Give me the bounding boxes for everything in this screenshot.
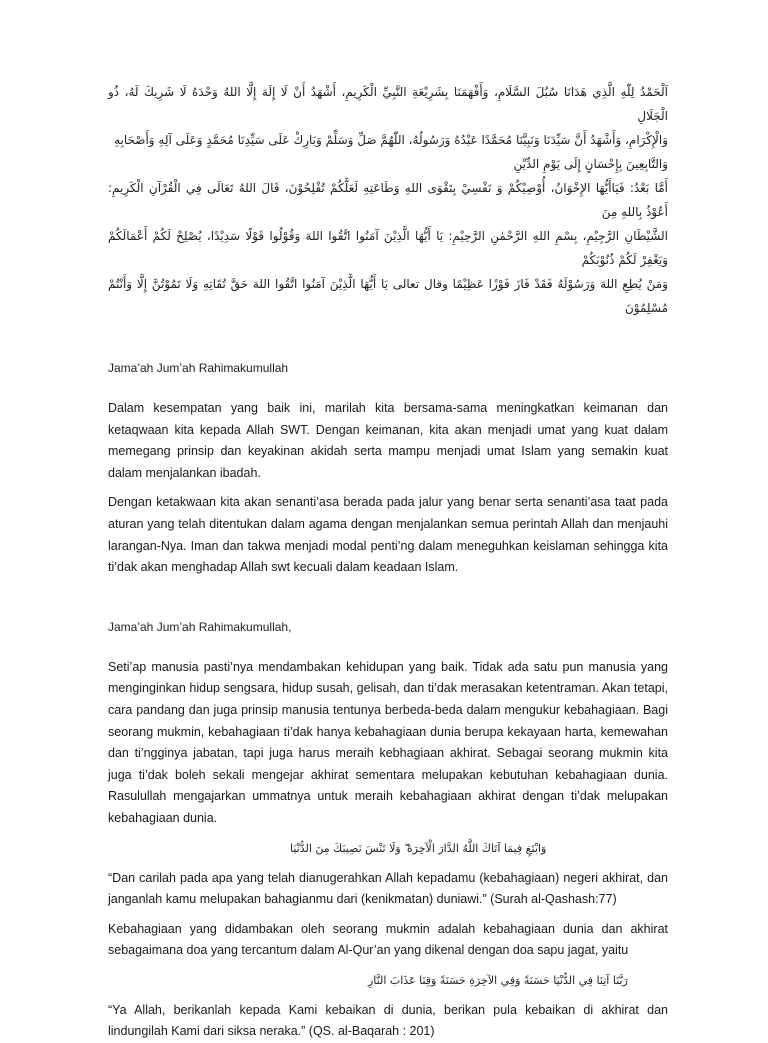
arabic-verse: وَابْتَغِ فِيمَا آتَاكَ اللَّهُ الدَّارَ الْآخِرَةَ ۖ وَلَا تَنْسَ نَصِيبَكَ مِنَ الدُّنْيَا [290, 841, 547, 855]
translation-quote: “Dan carilah pada apa yang telah dianugerahkan Allah kepadamu (kebahagiaan) negeri akhirat, dan janganlah kamu melupakan bahagianmu dari (kenikmatan) duniawi.” (Surah al-Qashash:77) [108, 870, 668, 907]
paragraph: Dalam kesempatan yang baik ini, marilah kita bersama-sama meningkatkan keimanan dan ketaqwaan kita kepada Allah SWT. Dengan keimanan, kita akan menjadi umat yang kuat dalam memegang prinsip dan keyakinan akidah serta mampu menjadi umat Islam yang semakin kuat dalam menjalankan ibadah. [108, 401, 668, 480]
arabic-line: أَمَّا بَعْدُ: فَيَاأَيُّهَا الإِخْوَانُ، أُوْصِيْكُمْ وَ نَفْسِيْ بِتَقْوَى اللهِ وَطَاعَتِهِ لَعَلَّكُمْ تُفْلِحُوْنَ، قَالَ اللهُ تَعَالَى فِي الْقُرْآنِ الْكَرِيمِ: أَعُوْذُ بِاللهِ مِنَ [108, 181, 668, 219]
arabic-line: وَمَنْ يُطِعِ اللهَ وَرَسُوْلَهُ فَقَدْ فَازَ فَوْزًا عَظِيْمًا وقال تعالى يَا أَيُّهَا الَّذِيْنَ آمَنُوا اتَّقُوا اللهَ حَقَّ تُقَاتِهِ وَلَا تَمُوْتُنَّ إِلَّا وَأَنْتُمْ مُسْلِمُوْنَ [108, 277, 668, 315]
section-heading: Jama’ah Jum’ah Rahimakumullah [108, 361, 289, 375]
arabic-opening [108, 80, 668, 320]
paragraph: Seti’ap manusia pasti’nya mendambakan kehidupan yang baik. Tidak ada satu pun manusia yang menginginkan hidup sengsara, hidup susah, gelisah, dan ti’dak merasakan ketentraman. Akan tetapi, cara pandang dan juga prinsip manusia tentunya berbeda-beda dalam mengukur kebahagiaan. Bagi seorang mukmin, kebahagiaan ti’dak hanya kebahagiaan dunia berupa kekayaan harta, kemewahan dan ti’ngginya jabatan, tapi juga harus meraih kebhagiaan akhirat. Sebagai seorang mukmin kita juga ti’dak boleh sekali mengejar akhirat sementara melupakan kebutuhan kebahagiaan dunia. Rasulullah mengajarkan ummatnya untuk meraih kebahagiaan akhirat dengan ti’dak melupakan kebahagiaan dunia. [108, 659, 668, 825]
arabic-line: وَالْإِكْرَامِ، وَأَشْهَدُ أَنَّ سَيِّدَنَا وَنَبِيَّنَا مُحَمَّدًا عَبْدُهُ وَرَسُولُهُ، اللّٰهُمَّ صَلِّ وَسَلِّمْ وَبَارِكْ عَلَى سَيِّدِنَا مُحَمَّدٍ وَعَلَى آلِهِ وَأَصْحَابِهِ [114, 133, 668, 147]
arabic-verse: رَبَّنَا آتِنَا فِي الدُّنْيَا حَسَنَةً وَفِي الآخِرَةِ حَسَنَةً وَقِنَا عَذَابَ النَّارِ [368, 973, 628, 987]
document-page [108, 80, 668, 1043]
paragraph: Kebahagiaan yang didambakan oleh seorang mukmin adalah kebahagiaan dunia dan akhirat sebagaimana doa yang tercantum dalam Al-Qur’an yang dikenal dengan doa sapu jagat, yaitu [108, 921, 668, 958]
section-heading: Jama’ah Jum’ah Rahimakumullah, [108, 619, 292, 634]
arabic-line: اَلْحَمْدُ لِلّٰهِ الَّذِي هَدَانَا سُبُلَ السَّلَامِ، وَأَفْهَمَنَا بِشَرِيْعَةِ النَّبِيِّ الْكَرِيمِ، أَشْهَدُ أَنْ لَا إِلَهَ إِلَّا اللهُ وَحْدَهُ لَا شَرِيكَ لَهُ، ذُو الْجَلَالِ [108, 85, 668, 123]
arabic-line: الشَّيْطَانِ الرَّجِيْمِ، بِسْمِ اللهِ الرَّحْمٰنِ الرَّحِيْمِ: يَا أَيُّهَا الَّذِيْنَ آمَنُوا اتَّقُوا اللهَ وَقُوْلُوا قَوْلًا سَدِيْدًا، يُصْلِحْ لَكُمْ أَعْمَالَكُمْ وَيَغْفِرْ لَكُمْ ذُنُوْبَكُمْ [108, 229, 668, 267]
arabic-line: وَالتَّابِعِينَ بِإِحْسَانٍ إِلَى يَوْمِ الدِّيْنِ [513, 157, 668, 171]
paragraph: Dengan ketakwaan kita akan senanti’asa berada pada jalur yang benar serta senanti’asa taat pada aturan yang telah ditentukan dalam agama dengan menjalankan semua perintah Allah dan menjauhi larangan-Nya. Iman dan takwa menjadi modal penti’ng dalam meneguhkan keislaman sehingga kita ti’dak akan menghadap Allah swt kecuali dalam keadaan Islam. [108, 495, 668, 575]
translation-quote: “Ya Allah, berikanlah kepada Kami kebaikan di dunia, berikan pula kebaikan di akhirat dan lindungilah Kami dari siksa neraka.” (QS. al-Baqarah : 201) [108, 1002, 668, 1039]
